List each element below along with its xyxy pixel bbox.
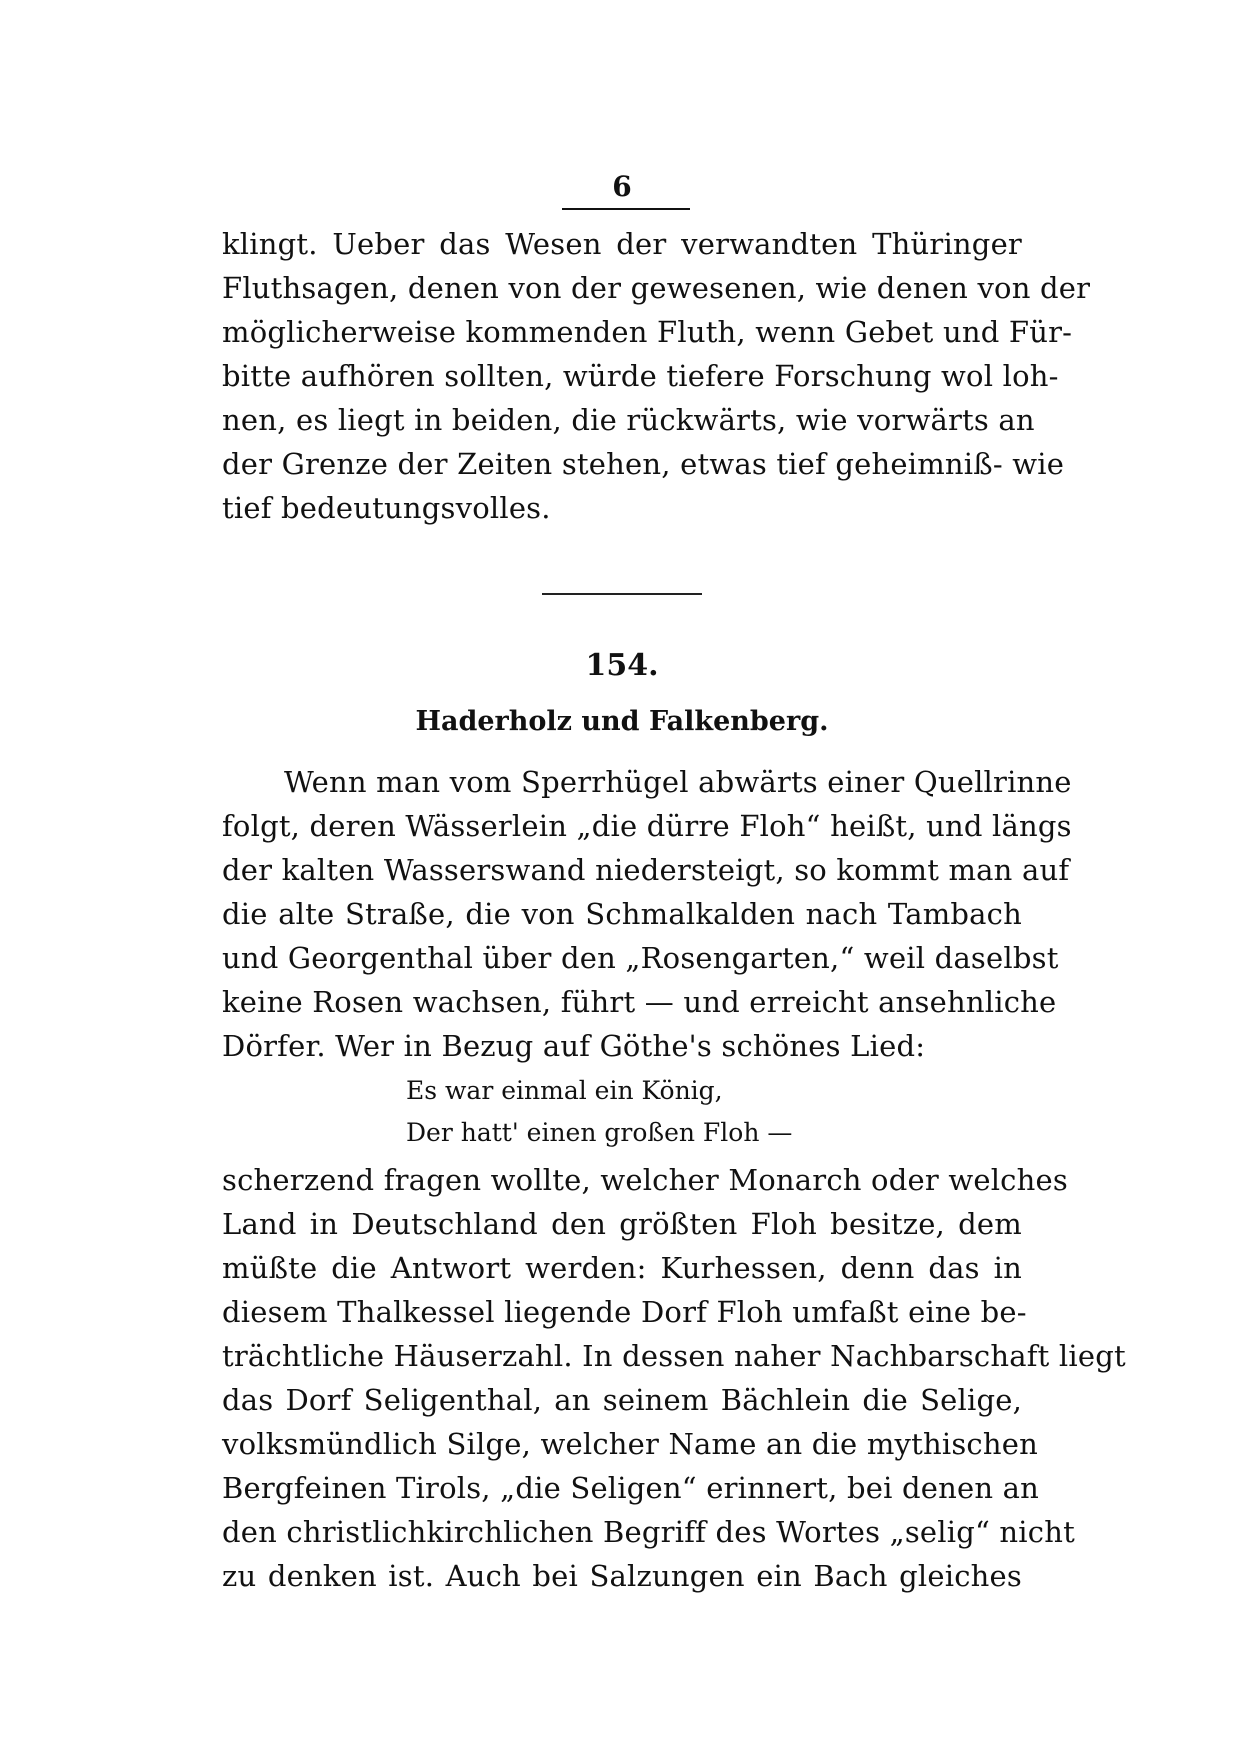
text-line: der Grenze der Zeiten stehen, etwas tief geheimniß- wie <box>222 447 1065 481</box>
text-line: und Georgenthal über den „Rosengarten,“ weil daselbst <box>222 941 1059 975</box>
section-title: Haderholz und Falkenberg. <box>415 706 829 737</box>
text-line: die alte Straße, die von Schmalkalden nach Tambach <box>222 897 1022 931</box>
text-line: trächtliche Häuserzahl. In dessen naher Nachbarschaft liegt <box>222 1339 1126 1373</box>
intro-paragraph <box>222 222 1091 530</box>
text-line: zu denken ist. Auch bei Salzungen ein Bach gleiches <box>222 1559 1022 1593</box>
text-line: volksmündlich Silge, welcher Name an die mythischen <box>222 1427 1038 1461</box>
page-number: 6 <box>612 170 632 203</box>
text-line: keine Rosen wachsen, führt — und erreicht ansehnliche <box>222 985 1057 1019</box>
section-number: 154. <box>585 648 659 683</box>
text-line: scherzend fragen wollte, welcher Monarch oder welches <box>222 1163 1068 1197</box>
book-page <box>222 170 1126 1593</box>
text-line: Dörfer. Wer in Bezug auf Göthe's schönes Lied: <box>222 1029 926 1063</box>
text-line: nen, es liegt in beiden, die rückwärts, wie vorwärts an <box>222 403 1035 437</box>
text-line: möglicherweise kommenden Fluth, wenn Gebet und Für- <box>222 315 1073 349</box>
closing-paragraph <box>222 1158 1126 1598</box>
text-line: Wenn man vom Sperrhügel abwärts einer Quellrinne <box>284 765 1072 799</box>
text-line: müßte die Antwort werden: Kurhessen, denn das in <box>222 1251 1022 1285</box>
verse-quote <box>406 1070 1006 1154</box>
main-paragraph <box>222 760 1072 1068</box>
text-line: bitte aufhören sollten, würde tiefere Forschung wol loh- <box>222 359 1059 393</box>
verse-line: Der hatt' einen großen Floh — <box>406 1118 793 1147</box>
text-line: klingt. Ueber das Wesen der verwandten Thüringer <box>222 227 1022 261</box>
text-line: diesem Thalkessel liegende Dorf Floh umfaßt eine be- <box>222 1295 1027 1329</box>
text-line: der kalten Wasserswand niedersteigt, so kommt man auf <box>222 853 1070 887</box>
text-line: Bergfeinen Tirols, „die Seligen“ erinnert, bei denen an <box>222 1471 1040 1505</box>
section-separator <box>542 593 702 595</box>
text-line: Land in Deutschland den größten Floh besitze, dem <box>222 1207 1022 1241</box>
verse-line: Es war einmal ein König, <box>406 1076 723 1105</box>
page-number-rule <box>562 208 690 210</box>
text-line: das Dorf Seligenthal, an seinem Bächlein die Selige, <box>222 1383 1022 1417</box>
text-line: Fluthsagen, denen von der gewesenen, wie denen von der <box>222 271 1091 305</box>
text-line: folgt, deren Wässerlein „die dürre Floh“ heißt, und längs <box>222 809 1072 843</box>
text-line: den christlichkirchlichen Begriff des Wortes „selig“ nicht <box>222 1515 1075 1549</box>
text-line: tief bedeutungsvolles. <box>222 491 551 525</box>
